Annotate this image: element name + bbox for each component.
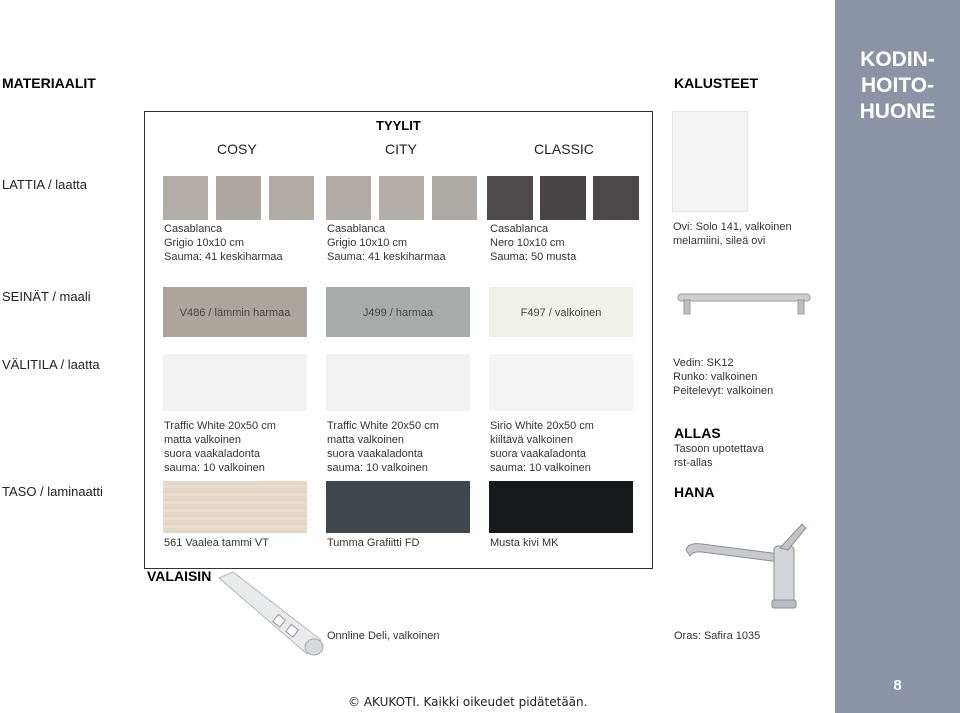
materiaalit-heading: MATERIAALIT bbox=[2, 75, 96, 91]
laminate-caption-cosy: 561 Vaalea tammi VT bbox=[164, 537, 269, 549]
faucet-image bbox=[680, 520, 810, 610]
handle-caption: Vedin: SK12 Runko: valkoinen Peitelevyt: valkoinen bbox=[673, 357, 774, 397]
floor-tile-grigio bbox=[432, 176, 477, 220]
style-city-header: CITY bbox=[385, 141, 417, 157]
floor-tile-grigio bbox=[269, 176, 314, 220]
paint-label-v486: V486 / lämmin harmaa bbox=[179, 307, 291, 319]
door-caption: Ovi: Solo 141, valkoinen melamiini, sileä ovi bbox=[673, 221, 792, 247]
style-cosy-header: COSY bbox=[217, 141, 257, 157]
row-label-lattia: LATTIA / laatta bbox=[2, 177, 88, 192]
hana-heading: HANA bbox=[674, 484, 715, 500]
wall-tile-sirio-white bbox=[489, 354, 633, 411]
sidebar bbox=[835, 0, 960, 713]
styles-heading: TYYLIT bbox=[376, 118, 421, 133]
paint-swatch-v486 bbox=[163, 287, 307, 337]
floor-caption-city: Casablanca Grigio 10x10 cm Sauma: 41 keskiharmaa bbox=[327, 223, 446, 263]
paint-label-f497: F497 / valkoinen bbox=[520, 307, 602, 319]
valaisin-heading: VALAISIN bbox=[147, 568, 212, 584]
allas-heading: ALLAS bbox=[674, 425, 721, 441]
floor-tile-nero bbox=[593, 176, 639, 220]
row-label-valitila: VÄLITILA / laatta bbox=[2, 357, 100, 372]
row-label-seinat: SEINÄT / maali bbox=[2, 289, 91, 304]
wall-tile-traffic-white bbox=[326, 354, 470, 411]
row-label-taso: TASO / laminaatti bbox=[2, 484, 103, 499]
floor-tile-grigio bbox=[326, 176, 371, 220]
copyright-footer: © AKUKOTI. Kaikki oikeudet pidätetään. bbox=[348, 695, 588, 709]
paint-label-j499: J499 / harmaa bbox=[362, 307, 434, 319]
style-classic-header: CLASSIC bbox=[534, 141, 594, 157]
floor-tile-nero bbox=[540, 176, 586, 220]
floor-tile-nero bbox=[487, 176, 533, 220]
cabinet-door-image bbox=[672, 111, 748, 212]
kalusteet-heading: KALUSTEET bbox=[674, 75, 758, 91]
light-fixture-image bbox=[215, 570, 325, 660]
floor-tile-grigio bbox=[163, 176, 208, 220]
wall-tile-traffic-white bbox=[163, 354, 307, 411]
floor-caption-cosy: Casablanca Grigio 10x10 cm Sauma: 41 keskiharmaa bbox=[164, 223, 283, 263]
floor-caption-classic: Casablanca Nero 10x10 cm Sauma: 50 musta bbox=[490, 223, 577, 263]
floor-tile-grigio bbox=[379, 176, 424, 220]
wall-tile-caption-classic: Sirio White 20x50 cm kiiltävä valkoinen suora vaakaladonta sauma: 10 valkoinen bbox=[490, 420, 594, 474]
laminate-caption-city: Tumma Grafiitti FD bbox=[327, 537, 420, 549]
page-number: 8 bbox=[893, 677, 902, 694]
laminate-swatch-musta-kivi bbox=[489, 481, 633, 533]
laminate-swatch-grafiitti bbox=[326, 481, 470, 533]
paint-swatch-j499 bbox=[326, 287, 470, 337]
paint-swatch-f497 bbox=[489, 287, 633, 337]
handle-image bbox=[676, 291, 812, 317]
laminate-caption-classic: Musta kivi MK bbox=[490, 537, 559, 549]
allas-caption: Tasoon upotettava rst-allas bbox=[674, 443, 764, 469]
faucet-caption: Oras: Safira 1035 bbox=[674, 630, 761, 642]
sidebar-title: KODIN- HOITO- HUONE bbox=[859, 48, 936, 123]
floor-tile-grigio bbox=[216, 176, 261, 220]
wall-tile-caption-city: Traffic White 20x50 cm matta valkoinen suora vaakaladonta sauma: 10 valkoinen bbox=[327, 420, 439, 474]
wall-tile-caption-cosy: Traffic White 20x50 cm matta valkoinen suora vaakaladonta sauma: 10 valkoinen bbox=[164, 420, 276, 474]
light-caption: Onnline Deli, valkoinen bbox=[327, 630, 440, 642]
laminate-swatch-oak bbox=[163, 481, 307, 533]
